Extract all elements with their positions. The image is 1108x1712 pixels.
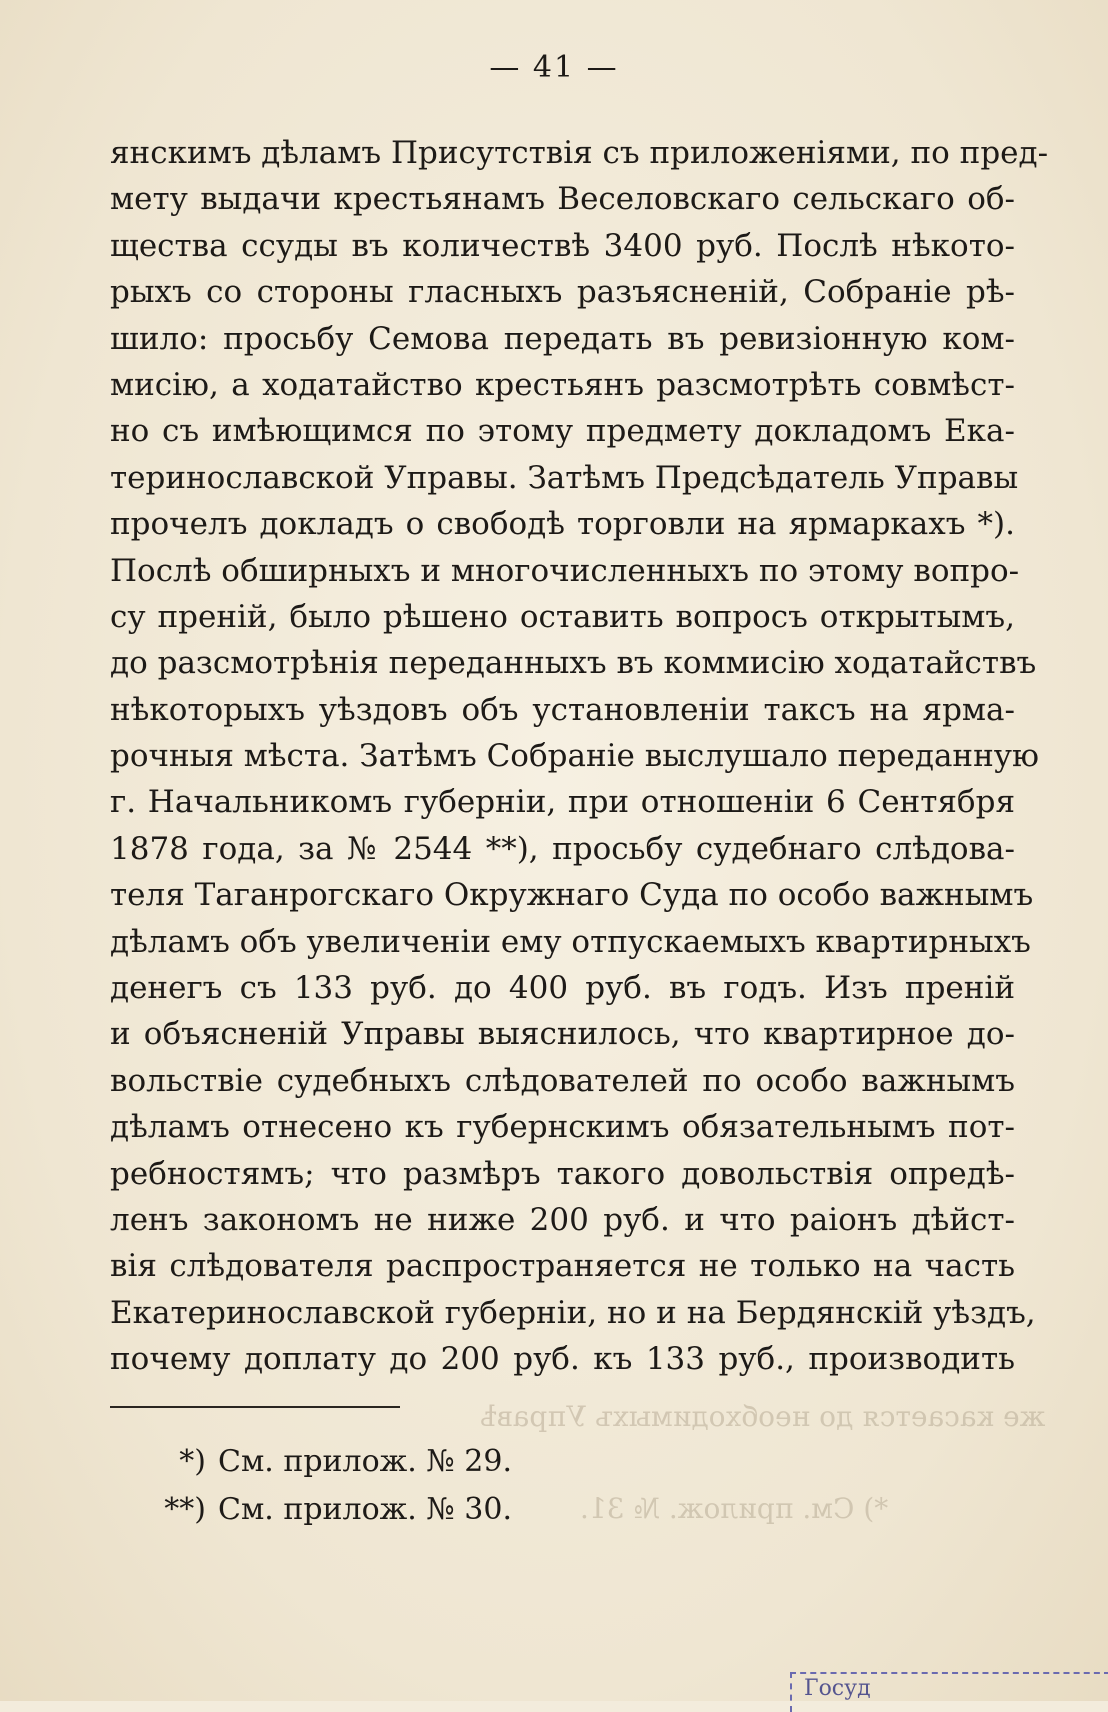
footnote-mark: *) [179,1444,206,1479]
text-line: до разсмотрѣнія переданныхъ въ коммисію ходатайствъ [110,645,1037,682]
text-line: ленъ закономъ не ниже 200 руб. и что раіонъ дѣйст- [110,1201,1015,1238]
text-line: почему доплату до 200 руб. къ 133 руб., производить [110,1341,1015,1378]
footnote-divider [110,1406,400,1408]
library-stamp: Госуд [790,1672,1108,1712]
text-line: теринославской Управы. Затѣмъ Предсѣдатель Управы [110,459,1019,496]
text-line: су преній, было рѣшено оставить вопросъ открытымъ, [110,598,1015,635]
bleed-through-text: же касается до необходимыхъ Управѣ [480,1400,1046,1433]
page-number: — 41 — [489,50,619,85]
text-line: но съ имѣющимся по этому предмету докладомъ Ека- [110,413,1015,450]
text-line: прочелъ докладъ о свободѣ торговли на ярмаркахъ *). [110,506,1015,543]
text-line: щества ссуды въ количествѣ 3400 руб. Послѣ нѣкото- [110,227,1015,264]
text-line: теля Таганрогскаго Окружнаго Суда по особо важнымъ [110,877,1034,914]
body-text [110,130,1049,1383]
text-line: рыхъ со стороны гласныхъ разъясненій, Собраніе рѣ- [110,274,1015,311]
footnotes [150,1438,650,1534]
text-line: янскимъ дѣламъ Присутствія съ приложеніями, по пред- [110,135,1049,171]
text-line: Екатеринославской губерніи, но и на Бердянскій уѣздъ, [110,1294,1036,1331]
text-line: рочныя мѣста. Затѣмъ Собраніе выслушало переданную [110,738,1039,775]
text-line: мету выдачи крестьянамъ Веселовскаго сельскаго об- [110,181,1015,218]
text-line: г. Начальникомъ губерніи, при отношеніи 6 Сентября [110,784,1015,821]
footnote [150,1486,650,1534]
footnote [150,1438,650,1486]
text-line: и объясненій Управы выяснилось, что квартирное до- [110,1016,1015,1053]
text-line: вольствіе судебныхъ слѣдователей по особо важнымъ [110,1062,1015,1099]
text-line: шило: просьбу Семова передать въ ревизіонную ком- [110,320,1015,357]
text-line: мисію, а ходатайство крестьянъ разсмотрѣть совмѣст- [110,366,1015,403]
footnote-text: См. прилож. № 30. [218,1492,512,1527]
text-line: нѣкоторыхъ уѣздовъ объ установленіи таксъ на ярма- [110,691,1015,728]
footnote-mark: **) [164,1492,206,1527]
text-line: Послѣ обширныхъ и многочисленныхъ по этому вопро- [110,552,1020,589]
footnote-text: См. прилож. № 29. [218,1444,512,1479]
text-line: дѣламъ отнесено къ губернскимъ обязательнымъ пот- [110,1109,1015,1146]
bleed-through-footnote: *) См. прилож. № 31. [580,1492,889,1525]
text-line: денегъ съ 133 руб. до 400 руб. въ годъ. Изъ преній [110,970,1015,1007]
text-line: вія слѣдователя распространяется не только на часть [110,1248,1015,1285]
text-line: дѣламъ объ увеличеніи ему отпускаемыхъ квартирныхъ [110,923,1031,960]
text-line: ребностямъ; что размѣръ такого довольствія опредѣ- [110,1155,1015,1192]
text-line: 1878 года, за № 2544 **), просьбу судебнаго слѣдова- [110,830,1015,867]
